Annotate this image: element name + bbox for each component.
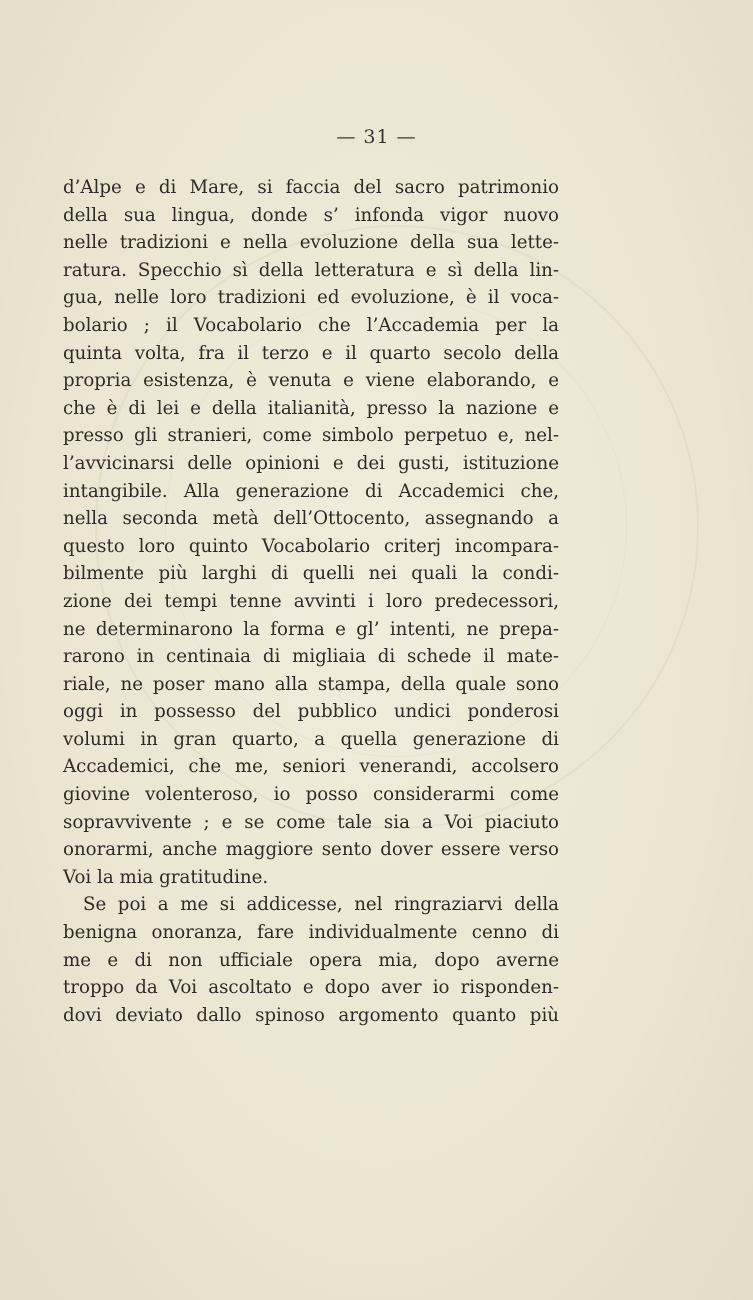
text-line: bolario ; il Vocabolario che l’Accademia per la — [63, 314, 559, 336]
text-line: oggi in possesso del pubblico undici ponderosi — [63, 701, 559, 723]
text-line: ratura. Specchio sì della letteratura e sì della lin- — [63, 259, 559, 281]
text-line: della sua lingua, donde s’ infonda vigor nuovo — [63, 204, 559, 226]
text-line: riale, ne poser mano alla stampa, della quale sono — [63, 673, 559, 695]
text-line: che è di lei e della italianità, presso la nazione e — [63, 397, 559, 419]
text-line: zione dei tempi tenne avvinti i loro predecessori, — [63, 590, 559, 612]
text-line: propria esistenza, è venuta e viene elaborando, e — [63, 370, 559, 392]
text-line: intangibile. Alla generazione di Accademici che, — [63, 480, 559, 502]
text-line: dovi deviato dallo spinoso argomento quanto più — [63, 1004, 559, 1026]
text-line: sopravvivente ; e se come tale sia a Voi piaciuto — [63, 811, 559, 833]
text-line: nella seconda metà dell’Ottocento, assegnando a — [63, 508, 559, 530]
text-line: ne determinarono la forma e gl’ intenti, ne prepa- — [63, 618, 559, 640]
text-line: me e di non ufficiale opera mia, dopo averne — [63, 949, 559, 971]
text-line: l’avvicinarsi delle opinioni e dei gusti, istituzione — [63, 452, 559, 474]
text-line: onorarmi, anche maggiore sento dover essere verso — [63, 839, 559, 861]
text-line: gua, nelle loro tradizioni ed evoluzione, è il voca- — [63, 287, 559, 309]
text-line: quinta volta, fra il terzo e il quarto secolo della — [63, 342, 559, 364]
text-line: bilmente più larghi di quelli nei quali la condi- — [63, 563, 559, 585]
text-line: benigna onoranza, fare individualmente cenno di — [63, 922, 559, 944]
text-line: volumi in gran quarto, a quella generazione di — [63, 728, 559, 750]
text-line: presso gli stranieri, come simbolo perpetuo e, nel- — [63, 425, 559, 447]
body-text — [63, 174, 559, 1029]
text-line: d’Alpe e di Mare, si faccia del sacro patrimonio — [63, 177, 559, 198]
text-line: giovine volenteroso, io posso considerarmi come — [63, 784, 559, 806]
text-line: troppo da Voi ascoltato e dopo aver io risponden- — [63, 977, 559, 999]
text-line: nelle tradizioni e nella evoluzione della sua lette- — [63, 232, 559, 254]
page-number: — 31 — — [336, 126, 417, 148]
paragraph-start-line: Se poi a me si addicesse, nel ringraziarvi della — [83, 894, 559, 916]
text-line: questo loro quinto Vocabolario criterj incompara- — [63, 535, 559, 557]
paragraph-end-line: Voi la mia gratitudine. — [63, 866, 269, 888]
text-line: Accademici, che me, seniori venerandi, accolsero — [63, 756, 559, 778]
text-line: rarono in centinaia di migliaia di schede il mate- — [63, 646, 559, 668]
